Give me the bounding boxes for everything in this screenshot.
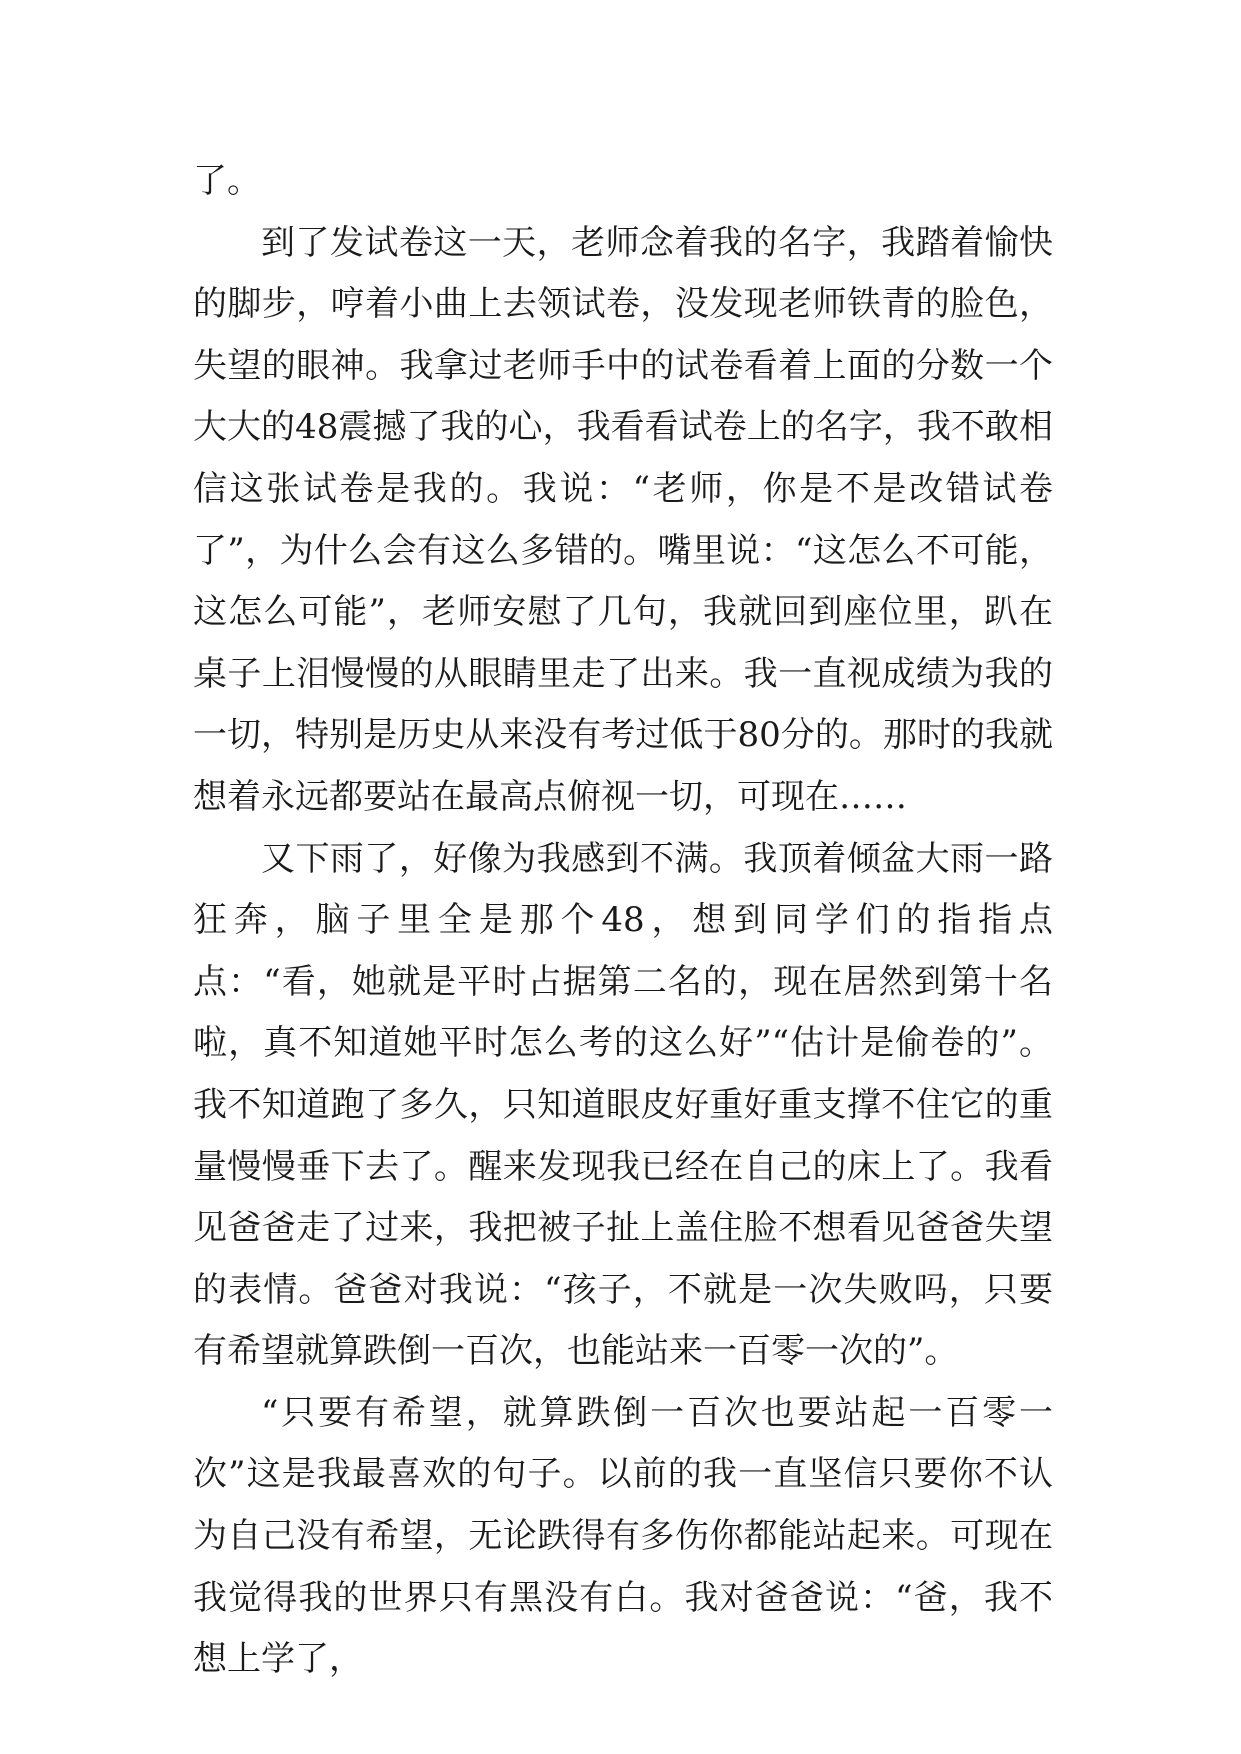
essay-body [193,151,1053,1691]
paragraph-exam-day: 到了发试卷这一天，老师念着我的名字，我踏着愉快的脚步，哼着小曲上去领试卷，没发现老师铁青的脸色，失望的眼神。我拿过老师手中的试卷看着上面的分数一个大大的48震撼了我的心，我看看试卷上的名字，我不敢相信这张试卷是我的。我说：“老师，你是不是改错试卷了”，为什么会有这么多错的。嘴里说：“这怎么不可能，这怎么可能”，老师安慰了几句，我就回到座位里，趴在桌子上泪慢慢的从眼睛里走了出来。我一直视成绩为我的一切，特别是历史从来没有考过低于80分的。那时的我就想着永远都要站在最高点俯视一切，可现在…… [193,222,1053,817]
paragraph-hope-quote: “只要有希望，就算跌倒一百次也要站起一百零一次”这是我最喜欢的句子。以前的我一直坚信只要你不认为自己没有希望，无论跌得有多伤你都能站起来。可现在我觉得我的世界只有黑没有白。我对爸爸说：“爸，我不想上学了， [193,1392,1053,1680]
paragraph-rain: 又下雨了，好像为我感到不满。我顶着倾盆大雨一路狂奔，脑子里全是那个48，想到同学们的指指点点：“看，她就是平时占据第二名的，现在居然到第十名啦，真不知道她平时怎么考的这么好”“估计是偷卷的”。我不知道跑了多久，只知道眼皮好重好重支撑不住它的重量慢慢垂下去了。醒来发现我已经在自己的床上了。我看见爸爸走了过来，我把被子扯上盖住脸不想看见爸爸失望的表情。爸爸对我说：“孩子，不就是一次失败吗，只要有希望就算跌倒一百次，也能站来一百零一次的”。 [193,838,1053,1372]
paragraph-continuation: 了。 [193,161,261,201]
